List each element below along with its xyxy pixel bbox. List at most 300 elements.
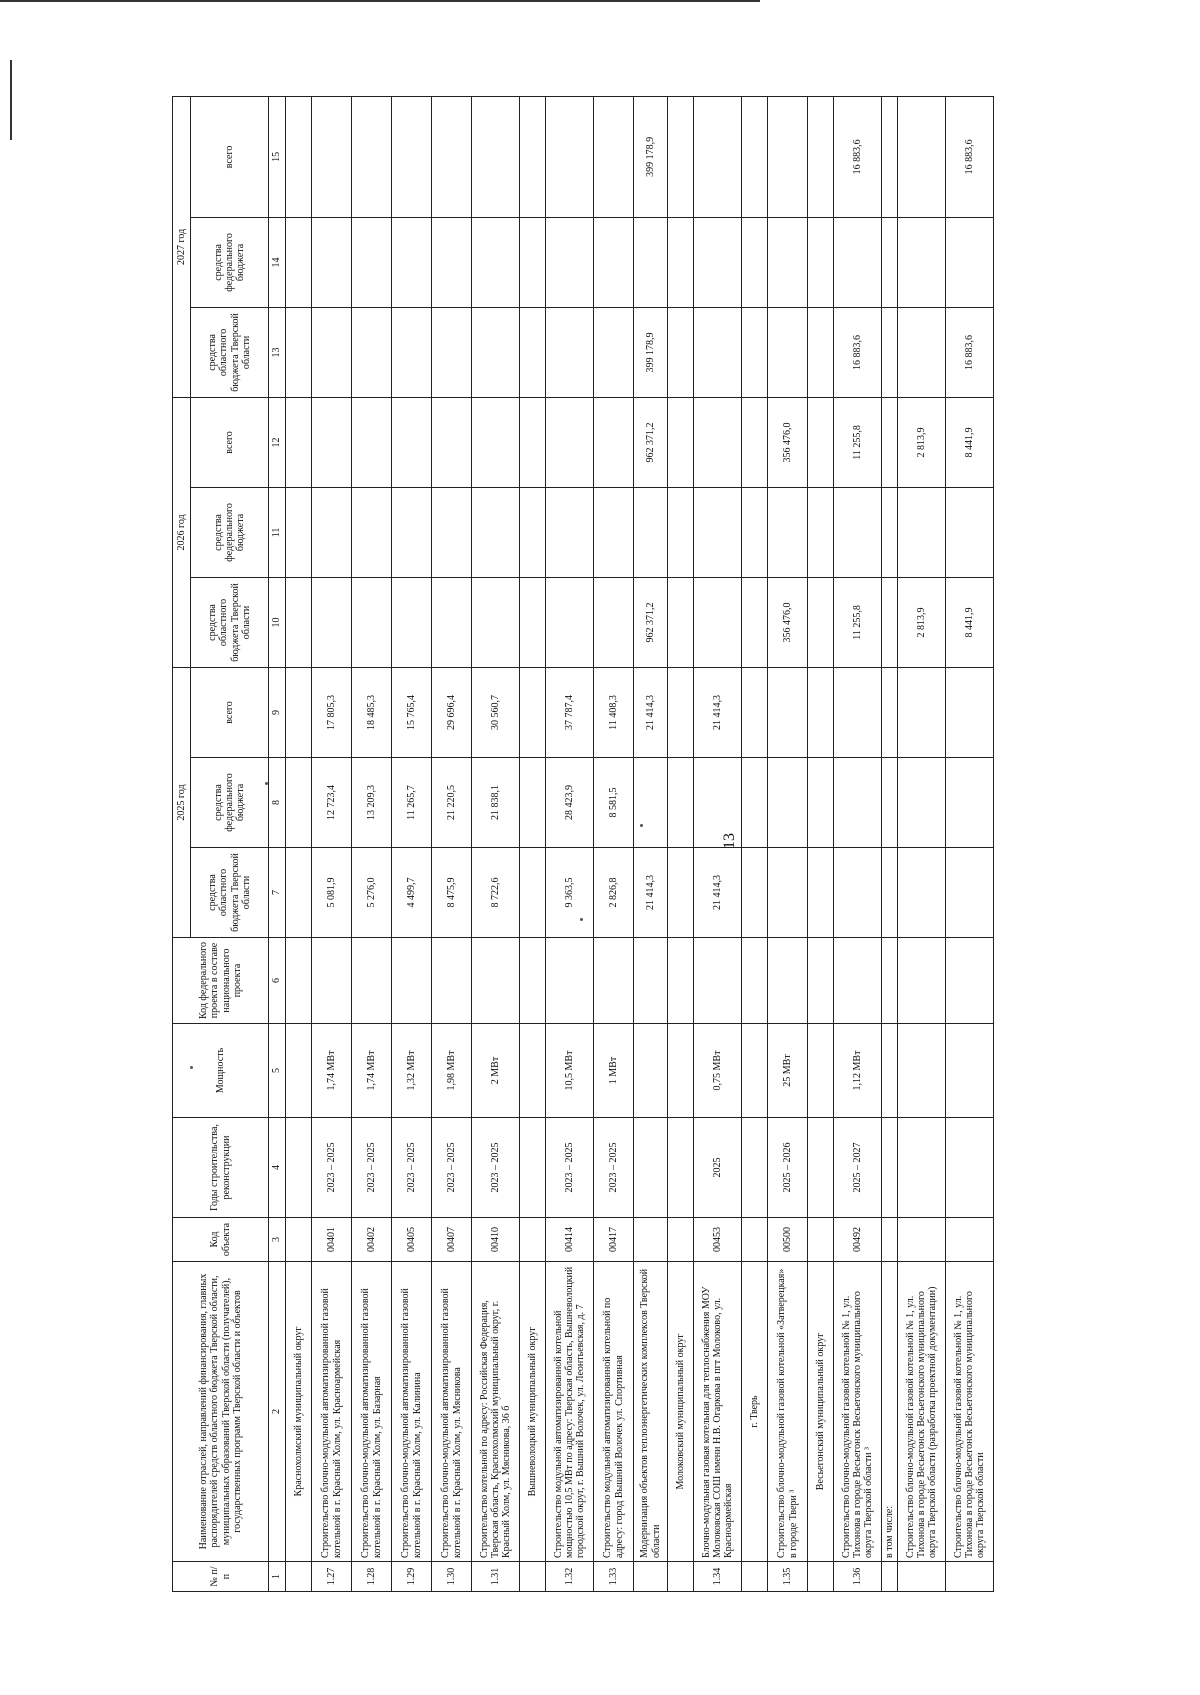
empty-cell	[668, 96, 694, 217]
construction-years: 2023 – 2025	[312, 1118, 352, 1218]
value-2026-regional: 11 255,8	[834, 577, 882, 667]
object-code	[634, 1218, 668, 1262]
row-number: 1.27	[312, 1562, 352, 1592]
value-2026-regional	[546, 577, 594, 667]
column-index: 7	[269, 848, 286, 938]
object-code: 00407	[432, 1218, 472, 1262]
value-2027-total	[546, 96, 594, 217]
capacity: 1,32 МВт	[392, 1024, 432, 1118]
empty-cell	[882, 217, 898, 307]
value-2026-federal	[392, 487, 432, 577]
capacity: 1,74 МВт	[352, 1024, 392, 1118]
empty-cell	[808, 1218, 834, 1262]
capacity: 0,75 МВт	[694, 1024, 742, 1118]
value-2025-federal: 8 581,5	[594, 758, 634, 848]
empty-cell	[668, 397, 694, 487]
value-2025-total	[768, 667, 808, 757]
empty-cell	[742, 487, 768, 577]
empty-cell	[882, 397, 898, 487]
value-2025-regional: 2 826,8	[594, 848, 634, 938]
capacity: 1,74 МВт	[312, 1024, 352, 1118]
scan-edge	[10, 60, 12, 140]
construction-years: 2023 – 2025	[352, 1118, 392, 1218]
value-2027-federal	[546, 217, 594, 307]
value-2027-federal	[898, 217, 946, 307]
federal-project-code	[312, 938, 352, 1024]
value-2026-federal	[432, 487, 472, 577]
column-index: 11	[269, 487, 286, 577]
object-name: Модернизация объектов теплоэнергетических комплексов Тверской области	[634, 1262, 668, 1562]
column-index: 13	[269, 307, 286, 397]
value-2027-federal	[594, 217, 634, 307]
section-row	[520, 96, 546, 1591]
value-2025-total: 29 696,4	[432, 667, 472, 757]
row-number: 1.30	[432, 1562, 472, 1592]
object-name: Строительство котельной по адресу: Российская Федерация, Тверская область, Краснохолмский муниципальный округ, г. Красный Холм, ул. Мясникова, 36 б	[472, 1262, 520, 1562]
table-row	[352, 96, 392, 1591]
empty-cell	[808, 1118, 834, 1218]
empty-cell	[286, 217, 312, 307]
value-2027-federal	[634, 217, 668, 307]
value-2025-regional: 8 475,9	[432, 848, 472, 938]
value-2027-regional	[352, 307, 392, 397]
value-2026-federal	[946, 487, 994, 577]
value-2026-regional: 2 813,9	[898, 577, 946, 667]
table-row	[946, 96, 994, 1591]
empty-cell	[882, 848, 898, 938]
empty-cell	[742, 307, 768, 397]
value-2025-regional: 9 363,5	[546, 848, 594, 938]
object-name: Строительство блочно-модульной газовой котельной № 1, ул. Тихонова в городе Весьегонск Весьегонского муниципального округа Тверской области (разработка проектной документации)	[898, 1262, 946, 1562]
empty-cell	[882, 758, 898, 848]
capacity	[946, 1024, 994, 1118]
value-2025-federal	[694, 758, 742, 848]
header-code: Код объекта	[173, 1218, 269, 1262]
object-name: Блочно-модульная газовая котельная для теплоснабжения МОУ Молоковская СОШ имени Н.В. Огаркова в пгт Молоково, ул. Красноармейская	[694, 1262, 742, 1562]
header-2026-federal: средства федерального бюджета	[191, 487, 269, 577]
empty-cell	[668, 938, 694, 1024]
value-2026-total	[694, 397, 742, 487]
value-2027-federal	[432, 217, 472, 307]
empty-cell	[286, 1218, 312, 1262]
value-2025-total: 15 765,4	[392, 667, 432, 757]
header-2025-federal: средства федерального бюджета	[191, 758, 269, 848]
empty-cell	[808, 397, 834, 487]
value-2027-federal	[768, 217, 808, 307]
construction-years: 2025 – 2027	[834, 1118, 882, 1218]
empty-cell	[742, 397, 768, 487]
row-number-cell	[742, 1562, 768, 1592]
empty-cell	[808, 1024, 834, 1118]
value-2026-federal	[546, 487, 594, 577]
object-name: Строительство модульной автоматизированной котельной по адресу: город Вышний Волочек ул. Спортивная	[594, 1262, 634, 1562]
empty-cell	[286, 577, 312, 667]
empty-cell	[668, 1024, 694, 1118]
empty-cell	[742, 938, 768, 1024]
empty-cell	[882, 487, 898, 577]
section-row	[808, 96, 834, 1591]
column-index: 10	[269, 577, 286, 667]
object-name: Строительство блочно-модульной газовой котельной № 1, ул. Тихонова в городе Весьегонск Весьегонского муниципального округа Тверской области ³	[834, 1262, 882, 1562]
value-2027-regional: 16 883,6	[946, 307, 994, 397]
empty-cell	[668, 758, 694, 848]
object-code: 00453	[694, 1218, 742, 1262]
empty-cell	[520, 1118, 546, 1218]
value-2027-regional	[694, 307, 742, 397]
empty-cell	[808, 758, 834, 848]
empty-cell	[808, 217, 834, 307]
value-2025-federal	[946, 758, 994, 848]
capacity	[898, 1024, 946, 1118]
empty-cell	[520, 307, 546, 397]
empty-cell	[520, 667, 546, 757]
capacity: 1,98 МВт	[432, 1024, 472, 1118]
header-years: Годы строительства, реконструкции	[173, 1118, 269, 1218]
table-row	[694, 96, 742, 1591]
construction-years: 2023 – 2025	[392, 1118, 432, 1218]
empty-cell	[286, 397, 312, 487]
object-name: Строительство блочно-модульной газовой котельной № 1, ул. Тихонова в городе Весьегонск Весьегонского муниципального округа Тверской области	[946, 1262, 994, 1562]
object-code	[946, 1218, 994, 1262]
value-2025-total: 37 787,4	[546, 667, 594, 757]
value-2025-total	[898, 667, 946, 757]
table-row	[392, 96, 432, 1591]
empty-cell	[882, 577, 898, 667]
row-number-cell	[286, 1562, 312, 1592]
empty-cell	[808, 577, 834, 667]
value-2025-regional: 4 499,7	[392, 848, 432, 938]
value-2025-regional	[946, 848, 994, 938]
value-2025-total	[946, 667, 994, 757]
empty-cell	[742, 848, 768, 938]
empty-cell	[286, 1118, 312, 1218]
value-2026-regional: 8 441,9	[946, 577, 994, 667]
value-2026-total: 8 441,9	[946, 397, 994, 487]
empty-cell	[882, 667, 898, 757]
empty-cell	[808, 307, 834, 397]
empty-cell	[808, 848, 834, 938]
value-2027-regional	[392, 307, 432, 397]
empty-cell	[520, 487, 546, 577]
value-2026-regional	[594, 577, 634, 667]
row-number-cell	[882, 1562, 898, 1592]
value-2026-total	[312, 397, 352, 487]
object-code: 00492	[834, 1218, 882, 1262]
empty-cell	[882, 1218, 898, 1262]
value-2027-regional	[594, 307, 634, 397]
value-2026-federal	[472, 487, 520, 577]
federal-project-code	[834, 938, 882, 1024]
empty-cell	[882, 96, 898, 217]
empty-cell	[742, 1118, 768, 1218]
section-title: Вышневолоцкий муниципальный округ	[520, 1262, 546, 1562]
value-2025-regional: 21 414,3	[694, 848, 742, 938]
object-code	[898, 1218, 946, 1262]
row-number-cell	[520, 1562, 546, 1592]
value-2025-total: 30 560,7	[472, 667, 520, 757]
value-2026-federal	[768, 487, 808, 577]
empty-cell	[882, 938, 898, 1024]
empty-cell	[668, 487, 694, 577]
row-number: 1.33	[594, 1562, 634, 1592]
empty-cell	[520, 1218, 546, 1262]
federal-project-code	[898, 938, 946, 1024]
empty-cell	[882, 307, 898, 397]
header-2027-federal: средства федерального бюджета	[191, 217, 269, 307]
value-2027-total	[898, 96, 946, 217]
empty-cell	[882, 1024, 898, 1118]
value-2027-regional	[768, 307, 808, 397]
value-2025-regional: 21 414,3	[634, 848, 668, 938]
capacity: 10,5 МВт	[546, 1024, 594, 1118]
column-index: 1	[269, 1562, 286, 1592]
empty-cell	[668, 1118, 694, 1218]
value-2025-regional	[834, 848, 882, 938]
value-2027-regional	[312, 307, 352, 397]
federal-project-code	[472, 938, 520, 1024]
object-name: Строительство блочно-модульной газовой котельной «Затверецкая» в городе Твери ³	[768, 1262, 808, 1562]
value-2027-regional: 16 883,6	[834, 307, 882, 397]
value-2026-total: 2 813,9	[898, 397, 946, 487]
value-2026-total	[546, 397, 594, 487]
value-2026-federal	[312, 487, 352, 577]
empty-cell	[286, 848, 312, 938]
construction-years: 2025 – 2026	[768, 1118, 808, 1218]
value-2026-total	[472, 397, 520, 487]
row-number: 1.32	[546, 1562, 594, 1592]
value-2027-regional	[432, 307, 472, 397]
value-2026-federal	[594, 487, 634, 577]
section-title: Молоковский муниципальный округ	[668, 1262, 694, 1562]
row-number-cell	[668, 1562, 694, 1592]
value-2026-regional: 356 476,0	[768, 577, 808, 667]
federal-project-code	[392, 938, 432, 1024]
value-2026-regional	[312, 577, 352, 667]
value-2027-total	[594, 96, 634, 217]
value-2025-federal: 28 423,9	[546, 758, 594, 848]
rotated-table-wrapper	[172, 97, 1066, 1592]
header-2026-regional: средства областного бюджета Тверской области	[191, 577, 269, 667]
empty-cell	[286, 1024, 312, 1118]
value-2025-regional: 8 722,6	[472, 848, 520, 938]
empty-cell	[742, 758, 768, 848]
value-2026-regional	[432, 577, 472, 667]
row-number	[898, 1562, 946, 1592]
object-name: Строительство блочно-модульной автоматизированной газовой котельной в г. Красный Холм, ул. Калинина	[392, 1262, 432, 1562]
header-2026: 2026 год	[173, 397, 191, 667]
empty-cell	[286, 758, 312, 848]
object-code: 00417	[594, 1218, 634, 1262]
empty-cell	[286, 938, 312, 1024]
federal-project-code	[946, 938, 994, 1024]
value-2027-total	[694, 96, 742, 217]
value-2027-total: 16 883,6	[834, 96, 882, 217]
empty-cell	[520, 1024, 546, 1118]
row-number: 1.36	[834, 1562, 882, 1592]
federal-project-code	[432, 938, 472, 1024]
empty-cell	[668, 1218, 694, 1262]
header-no: № п/п	[173, 1562, 269, 1592]
value-2025-federal: 13 209,3	[352, 758, 392, 848]
value-2026-total	[352, 397, 392, 487]
value-2026-federal	[694, 487, 742, 577]
value-2027-total	[312, 96, 352, 217]
table-row	[768, 96, 808, 1591]
column-index: 5	[269, 1024, 286, 1118]
value-2027-total	[392, 96, 432, 217]
object-code: 00500	[768, 1218, 808, 1262]
column-index: 4	[269, 1118, 286, 1218]
object-name: Строительство блочно-модульной автоматизированной газовой котельной в г. Красный Холм, ул. Мясникова	[432, 1262, 472, 1562]
federal-project-code	[352, 938, 392, 1024]
row-number: 1.28	[352, 1562, 392, 1592]
table-row	[834, 96, 882, 1591]
value-2025-regional	[768, 848, 808, 938]
value-2025-federal	[898, 758, 946, 848]
value-2026-total: 356 476,0	[768, 397, 808, 487]
empty-cell	[286, 307, 312, 397]
empty-cell	[520, 96, 546, 217]
empty-cell	[742, 1218, 768, 1262]
table-row	[312, 96, 352, 1591]
value-2025-total: 18 485,3	[352, 667, 392, 757]
object-code: 00414	[546, 1218, 594, 1262]
row-number: 1.31	[472, 1562, 520, 1592]
value-2025-federal	[768, 758, 808, 848]
column-index: 6	[269, 938, 286, 1024]
header-2027: 2027 год	[173, 96, 191, 397]
federal-project-code	[546, 938, 594, 1024]
empty-cell	[520, 758, 546, 848]
empty-cell	[520, 217, 546, 307]
value-2026-regional: 962 371,2	[634, 577, 668, 667]
empty-cell	[668, 848, 694, 938]
value-2027-regional: 399 178,9	[634, 307, 668, 397]
value-2025-total: 11 408,3	[594, 667, 634, 757]
object-name: Строительство блочно-модульной автоматизированной газовой котельной в г. Красный Холм, ул. Базарная	[352, 1262, 392, 1562]
empty-cell	[286, 96, 312, 217]
construction-years	[898, 1118, 946, 1218]
page-number: 13	[721, 833, 738, 849]
table-row	[472, 96, 520, 1591]
value-2027-total: 399 178,9	[634, 96, 668, 217]
empty-cell	[742, 217, 768, 307]
column-index: 3	[269, 1218, 286, 1262]
row-number: 1.34	[694, 1562, 742, 1592]
section-title: г. Тверь	[742, 1262, 768, 1562]
budget-table	[172, 96, 994, 1592]
value-2027-federal	[352, 217, 392, 307]
empty-cell	[882, 1118, 898, 1218]
value-2027-federal	[694, 217, 742, 307]
empty-cell	[520, 397, 546, 487]
federal-project-code	[768, 938, 808, 1024]
value-2026-total	[432, 397, 472, 487]
value-2027-total	[432, 96, 472, 217]
value-2026-regional	[392, 577, 432, 667]
row-number: 1.35	[768, 1562, 808, 1592]
value-2025-federal: 21 220,5	[432, 758, 472, 848]
value-2026-total: 11 255,8	[834, 397, 882, 487]
section-title: Краснохолмский муниципальный округ	[286, 1262, 312, 1562]
capacity	[634, 1024, 668, 1118]
value-2027-total: 16 883,6	[946, 96, 994, 217]
column-index: 14	[269, 217, 286, 307]
capacity: 1,12 МВт	[834, 1024, 882, 1118]
header-power: Мощность	[173, 1024, 269, 1118]
construction-years: 2023 – 2025	[472, 1118, 520, 1218]
column-index: 12	[269, 397, 286, 487]
empty-cell	[808, 938, 834, 1024]
construction-years: 2023 – 2025	[546, 1118, 594, 1218]
construction-years	[634, 1118, 668, 1218]
empty-cell	[808, 487, 834, 577]
table-row	[546, 96, 594, 1591]
value-2025-federal: 21 838,1	[472, 758, 520, 848]
value-2027-regional	[472, 307, 520, 397]
table-row	[634, 96, 668, 1591]
value-2027-total	[352, 96, 392, 217]
value-2027-total	[472, 96, 520, 217]
value-2026-federal	[898, 487, 946, 577]
column-index: 15	[269, 96, 286, 217]
capacity: 1 МВт	[594, 1024, 634, 1118]
row-number: 1.29	[392, 1562, 432, 1592]
empty-cell	[668, 307, 694, 397]
row-number	[946, 1562, 994, 1592]
row-number	[634, 1562, 668, 1592]
object-code: 00401	[312, 1218, 352, 1262]
federal-project-code	[594, 938, 634, 1024]
header-2025-total: всего	[191, 667, 269, 757]
value-2027-federal	[834, 217, 882, 307]
federal-project-code	[694, 938, 742, 1024]
value-2026-federal	[352, 487, 392, 577]
header-2026-total: всего	[191, 397, 269, 487]
value-2025-federal	[834, 758, 882, 848]
empty-cell	[668, 577, 694, 667]
value-2027-regional	[898, 307, 946, 397]
value-2025-total: 17 805,3	[312, 667, 352, 757]
header-name: Наименование отраслей, направлений финансирования, главных распорядителей средств областного бюджета Тверской области, муниципальных образований Тверской области (получателей), государственных программ Тверской области и объектов	[173, 1262, 269, 1562]
value-2025-total	[834, 667, 882, 757]
empty-cell	[520, 848, 546, 938]
table-row	[898, 96, 946, 1591]
federal-project-code	[634, 938, 668, 1024]
object-code: 00402	[352, 1218, 392, 1262]
construction-years: 2023 – 2025	[594, 1118, 634, 1218]
value-2026-federal	[834, 487, 882, 577]
section-row	[742, 96, 768, 1591]
header-2025: 2025 год	[173, 667, 191, 937]
value-2027-regional	[546, 307, 594, 397]
header-2025-regional: средства областного бюджета Тверской области	[191, 848, 269, 938]
value-2025-total: 21 414,3	[694, 667, 742, 757]
capacity: 2 МВт	[472, 1024, 520, 1118]
empty-cell	[742, 1024, 768, 1118]
object-name: Строительство модульной автоматизированной котельной мощностью 10,5 МВт по адресу: Тверская область, Вышневолоцкий городской округ, г. Вышний Волочек, ул. Леонтьевская, д. 7	[546, 1262, 594, 1562]
value-2025-regional: 5 081,9	[312, 848, 352, 938]
empty-cell	[742, 577, 768, 667]
empty-cell	[668, 217, 694, 307]
construction-years	[946, 1118, 994, 1218]
empty-cell	[668, 667, 694, 757]
header-2027-regional: средства областного бюджета Тверской области	[191, 307, 269, 397]
value-2027-federal	[472, 217, 520, 307]
note-text: в том числе:	[882, 1262, 898, 1562]
value-2026-regional	[352, 577, 392, 667]
table-row	[594, 96, 634, 1591]
